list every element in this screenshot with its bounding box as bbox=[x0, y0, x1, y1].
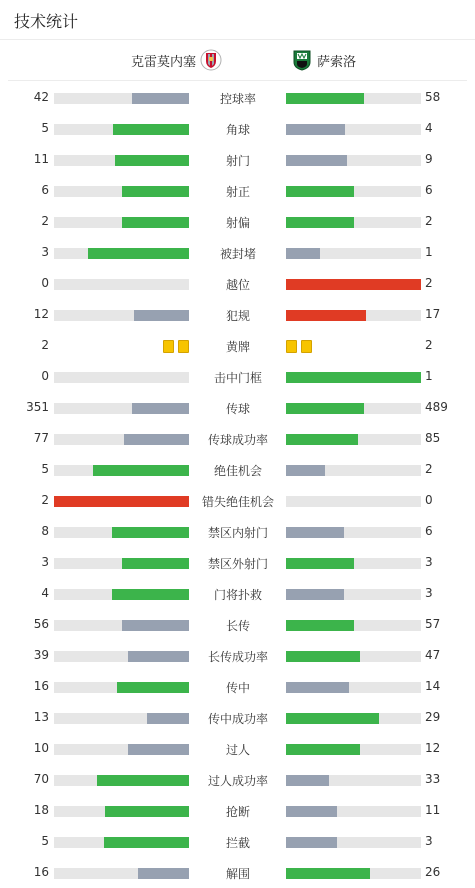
home-stat-bar-fill bbox=[54, 496, 189, 507]
away-stat-value: 57 bbox=[425, 617, 441, 631]
away-stat-value: 17 bbox=[425, 307, 441, 321]
away-stat-bar bbox=[286, 403, 421, 414]
home-yellow-cards bbox=[163, 340, 189, 353]
stat-row bbox=[0, 453, 475, 484]
stat-row bbox=[0, 608, 475, 639]
away-stat-bar bbox=[286, 713, 421, 724]
stat-row bbox=[0, 205, 475, 236]
sassuolo-crest-icon bbox=[291, 49, 313, 71]
stat-label: 控球率 bbox=[219, 92, 256, 106]
away-stat-value: 47 bbox=[425, 648, 441, 662]
stat-row bbox=[0, 422, 475, 453]
home-stat-bar bbox=[54, 651, 189, 662]
home-stat-bar-fill bbox=[122, 217, 190, 228]
page-title: 技术统计 bbox=[14, 12, 79, 31]
home-stat-bar bbox=[54, 93, 189, 104]
away-stat-bar bbox=[286, 868, 421, 879]
home-stat-value: 4 bbox=[41, 586, 49, 600]
stat-label: 过人 bbox=[225, 743, 250, 757]
home-stat-value: 77 bbox=[33, 431, 49, 445]
stat-label: 射正 bbox=[225, 185, 250, 199]
away-stat-value: 33 bbox=[425, 772, 441, 786]
away-stat-bar bbox=[286, 496, 421, 507]
away-stat-bar bbox=[286, 217, 421, 228]
away-stat-bar bbox=[286, 744, 421, 755]
away-stat-value: 489 bbox=[425, 400, 448, 414]
stat-label: 绝佳机会 bbox=[213, 464, 262, 478]
away-stat-value: 3 bbox=[425, 834, 433, 848]
away-stat-bar bbox=[286, 775, 421, 786]
team-header bbox=[8, 40, 467, 81]
home-stat-bar-fill bbox=[104, 837, 189, 848]
away-stat-bar-fill bbox=[286, 248, 320, 259]
home-stat-bar-fill bbox=[128, 744, 189, 755]
stat-label: 犯规 bbox=[225, 309, 250, 323]
away-stat-bar bbox=[286, 806, 421, 817]
home-stat-value: 16 bbox=[33, 679, 49, 693]
home-stat-value: 2 bbox=[41, 214, 49, 228]
away-stat-bar bbox=[286, 155, 421, 166]
away-stat-bar-fill bbox=[286, 93, 364, 104]
home-team[interactable] bbox=[131, 40, 222, 80]
stat-row bbox=[0, 391, 475, 422]
home-stat-bar bbox=[54, 620, 189, 631]
stat-row bbox=[0, 639, 475, 670]
home-stat-value: 16 bbox=[33, 865, 49, 879]
stat-label: 越位 bbox=[225, 278, 250, 292]
home-stat-bar-fill bbox=[132, 403, 189, 414]
away-stat-bar-fill bbox=[286, 558, 354, 569]
home-stat-bar-fill bbox=[128, 651, 189, 662]
away-stat-bar-fill bbox=[286, 372, 421, 383]
stat-row bbox=[0, 236, 475, 267]
home-stat-value: 6 bbox=[41, 183, 49, 197]
home-stat-bar-fill bbox=[113, 124, 189, 135]
home-stat-value: 13 bbox=[33, 710, 49, 724]
away-stat-bar-fill bbox=[286, 868, 370, 879]
home-stat-bar bbox=[54, 589, 189, 600]
stat-label: 传球 bbox=[225, 402, 250, 416]
home-stat-value: 5 bbox=[41, 462, 49, 476]
cremonese-crest-icon bbox=[200, 49, 222, 71]
home-stat-bar-fill bbox=[132, 93, 189, 104]
away-stat-bar-fill bbox=[286, 403, 364, 414]
away-stat-value: 29 bbox=[425, 710, 441, 724]
away-stat-value: 0 bbox=[425, 493, 433, 507]
home-stat-bar bbox=[54, 527, 189, 538]
away-stat-bar-fill bbox=[286, 124, 345, 135]
stat-row bbox=[0, 298, 475, 329]
home-stat-value: 351 bbox=[26, 400, 49, 414]
home-stat-bar-fill bbox=[117, 682, 189, 693]
home-stat-bar bbox=[54, 248, 189, 259]
away-stat-value: 11 bbox=[425, 803, 441, 817]
away-stat-value: 6 bbox=[425, 524, 433, 538]
away-stat-value: 26 bbox=[425, 865, 441, 879]
away-stat-bar bbox=[286, 620, 421, 631]
home-stat-bar-fill bbox=[115, 155, 189, 166]
stat-label: 被封堵 bbox=[219, 247, 256, 261]
home-stat-bar bbox=[54, 372, 189, 383]
away-stat-bar-fill bbox=[286, 465, 325, 476]
stat-row bbox=[0, 329, 475, 360]
stat-row bbox=[0, 856, 475, 887]
home-stat-bar bbox=[54, 558, 189, 569]
yellow-card-icon bbox=[163, 340, 174, 353]
home-stat-bar-fill bbox=[112, 589, 189, 600]
stat-row bbox=[0, 670, 475, 701]
away-stat-value: 14 bbox=[425, 679, 441, 693]
stat-row bbox=[0, 484, 475, 515]
away-stat-bar-fill bbox=[286, 744, 360, 755]
home-stat-bar-fill bbox=[122, 620, 190, 631]
stats-list bbox=[0, 81, 475, 887]
away-stat-bar-fill bbox=[286, 434, 358, 445]
stat-label: 射偏 bbox=[225, 216, 250, 230]
away-stat-value: 12 bbox=[425, 741, 441, 755]
home-stat-bar bbox=[54, 310, 189, 321]
home-stat-bar bbox=[54, 217, 189, 228]
stat-row bbox=[0, 112, 475, 143]
away-stat-bar bbox=[286, 589, 421, 600]
stat-row bbox=[0, 701, 475, 732]
away-stat-value: 4 bbox=[425, 121, 433, 135]
away-stat-bar bbox=[286, 310, 421, 321]
home-stat-bar-fill bbox=[134, 310, 189, 321]
away-stat-value: 3 bbox=[425, 586, 433, 600]
away-stat-bar bbox=[286, 93, 421, 104]
away-stat-bar bbox=[286, 186, 421, 197]
home-stat-bar-fill bbox=[122, 558, 190, 569]
home-stat-value: 42 bbox=[33, 90, 49, 104]
stat-label: 击中门框 bbox=[213, 371, 262, 385]
stat-row bbox=[0, 515, 475, 546]
home-stat-bar bbox=[54, 837, 189, 848]
home-stat-bar-fill bbox=[93, 465, 189, 476]
away-stat-value: 2 bbox=[425, 276, 433, 290]
away-stat-bar-fill bbox=[286, 806, 337, 817]
stat-label: 禁区外射门 bbox=[207, 557, 268, 571]
home-stat-bar bbox=[54, 434, 189, 445]
away-stat-value: 85 bbox=[425, 431, 441, 445]
stat-row bbox=[0, 267, 475, 298]
away-stat-value: 58 bbox=[425, 90, 441, 104]
stat-row bbox=[0, 143, 475, 174]
home-stat-value: 8 bbox=[41, 524, 49, 538]
stat-label: 传球成功率 bbox=[207, 433, 268, 447]
away-stat-bar-fill bbox=[286, 837, 337, 848]
home-stat-value: 12 bbox=[33, 307, 49, 321]
page-header bbox=[0, 0, 475, 40]
away-stat-value: 2 bbox=[425, 338, 433, 352]
home-stat-value: 39 bbox=[33, 648, 49, 662]
stat-row bbox=[0, 81, 475, 112]
stat-label: 过人成功率 bbox=[207, 774, 268, 788]
home-stat-value: 5 bbox=[41, 834, 49, 848]
away-stat-value: 2 bbox=[425, 214, 433, 228]
home-stat-bar bbox=[54, 186, 189, 197]
stat-row bbox=[0, 732, 475, 763]
stat-row bbox=[0, 794, 475, 825]
away-stat-bar bbox=[286, 124, 421, 135]
home-stat-bar-fill bbox=[112, 527, 189, 538]
away-stat-bar bbox=[286, 558, 421, 569]
home-stat-bar-fill bbox=[88, 248, 189, 259]
stat-label: 黄牌 bbox=[225, 340, 250, 354]
stat-row bbox=[0, 577, 475, 608]
home-stat-bar bbox=[54, 155, 189, 166]
away-stat-bar-fill bbox=[286, 186, 354, 197]
stat-row bbox=[0, 825, 475, 856]
home-stat-bar bbox=[54, 403, 189, 414]
stat-label: 射门 bbox=[225, 154, 250, 168]
home-stat-bar bbox=[54, 279, 189, 290]
home-stat-bar bbox=[54, 124, 189, 135]
away-stat-bar bbox=[286, 248, 421, 259]
home-stat-bar bbox=[54, 775, 189, 786]
away-stat-bar bbox=[286, 651, 421, 662]
away-stat-bar-fill bbox=[286, 775, 329, 786]
home-stat-bar-fill bbox=[138, 868, 189, 879]
stat-label: 禁区内射门 bbox=[207, 526, 268, 540]
away-stat-bar-fill bbox=[286, 217, 354, 228]
stat-label: 角球 bbox=[225, 123, 250, 137]
home-stat-value: 3 bbox=[41, 245, 49, 259]
home-stat-bar bbox=[54, 496, 189, 507]
away-stat-value: 2 bbox=[425, 462, 433, 476]
away-stat-bar bbox=[286, 465, 421, 476]
away-stat-bar-fill bbox=[286, 589, 344, 600]
away-stat-bar-fill bbox=[286, 155, 347, 166]
home-stat-bar bbox=[54, 682, 189, 693]
yellow-card-icon bbox=[286, 340, 297, 353]
stat-label: 传中 bbox=[225, 681, 250, 695]
away-stat-bar bbox=[286, 434, 421, 445]
stat-row bbox=[0, 763, 475, 794]
home-stat-bar-fill bbox=[105, 806, 189, 817]
home-stat-value: 5 bbox=[41, 121, 49, 135]
home-stat-bar-fill bbox=[122, 186, 190, 197]
away-stat-bar-fill bbox=[286, 620, 354, 631]
home-team-name: 克雷莫内塞 bbox=[130, 54, 196, 70]
yellow-card-icon bbox=[301, 340, 312, 353]
away-stat-value: 1 bbox=[425, 369, 433, 383]
home-stat-bar bbox=[54, 806, 189, 817]
home-stat-bar bbox=[54, 713, 189, 724]
home-stat-value: 2 bbox=[41, 493, 49, 507]
stat-row bbox=[0, 360, 475, 391]
home-stat-value: 18 bbox=[33, 803, 49, 817]
home-stat-bar-fill bbox=[147, 713, 189, 724]
home-stat-bar-fill bbox=[97, 775, 189, 786]
away-stat-bar bbox=[286, 527, 421, 538]
home-stat-value: 11 bbox=[33, 152, 49, 166]
away-stat-value: 9 bbox=[425, 152, 433, 166]
away-stat-bar-fill bbox=[286, 682, 349, 693]
stat-label: 错失绝佳机会 bbox=[201, 495, 274, 509]
stat-label: 传中成功率 bbox=[207, 712, 268, 726]
away-yellow-cards bbox=[286, 340, 312, 353]
stat-label: 抢断 bbox=[225, 805, 250, 819]
stat-row bbox=[0, 546, 475, 577]
away-stat-bar bbox=[286, 372, 421, 383]
home-stat-value: 0 bbox=[41, 276, 49, 290]
home-stat-value: 2 bbox=[41, 338, 49, 352]
home-stat-bar bbox=[54, 868, 189, 879]
away-stat-bar-fill bbox=[286, 279, 421, 290]
home-stat-value: 70 bbox=[33, 772, 49, 786]
away-stat-value: 1 bbox=[425, 245, 433, 259]
away-stat-bar-fill bbox=[286, 527, 344, 538]
stat-label: 长传成功率 bbox=[207, 650, 268, 664]
away-stat-bar-fill bbox=[286, 651, 360, 662]
home-stat-value: 56 bbox=[33, 617, 49, 631]
away-stat-bar bbox=[286, 682, 421, 693]
away-team[interactable] bbox=[291, 40, 356, 80]
home-stat-bar bbox=[54, 744, 189, 755]
stat-label: 长传 bbox=[225, 619, 250, 633]
stat-label: 拦截 bbox=[225, 836, 250, 850]
yellow-card-icon bbox=[178, 340, 189, 353]
stat-label: 门将扑救 bbox=[213, 588, 262, 602]
away-stat-bar-fill bbox=[286, 310, 366, 321]
stat-row bbox=[0, 174, 475, 205]
away-stat-value: 3 bbox=[425, 555, 433, 569]
home-stat-bar bbox=[54, 465, 189, 476]
home-stat-bar-fill bbox=[124, 434, 189, 445]
away-stat-bar bbox=[286, 837, 421, 848]
home-stat-value: 10 bbox=[33, 741, 49, 755]
away-team-name: 萨索洛 bbox=[317, 54, 357, 70]
away-stat-bar bbox=[286, 279, 421, 290]
away-stat-value: 6 bbox=[425, 183, 433, 197]
home-stat-value: 3 bbox=[41, 555, 49, 569]
stat-label: 解围 bbox=[225, 867, 250, 881]
home-stat-value: 0 bbox=[41, 369, 49, 383]
away-stat-bar-fill bbox=[286, 713, 379, 724]
